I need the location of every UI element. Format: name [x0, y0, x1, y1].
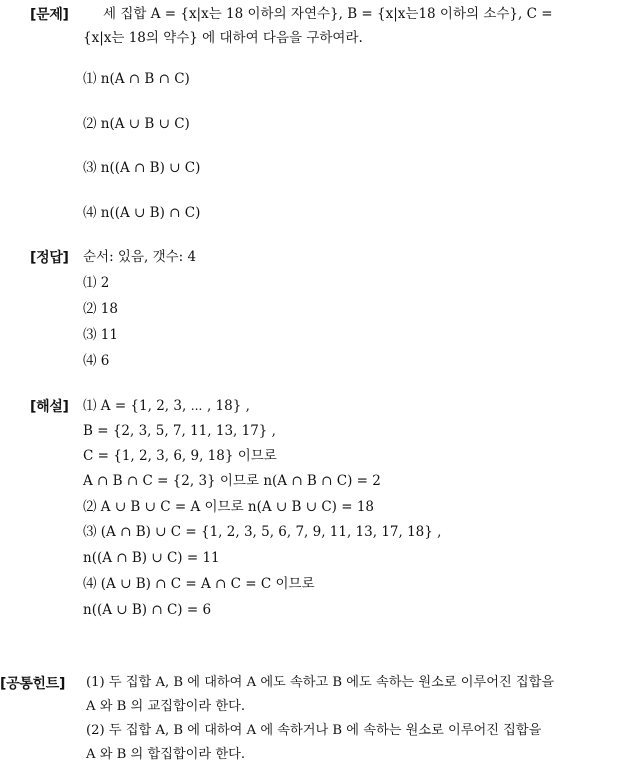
solution-line-9: n((A ∪ B) ∩ C) = 6	[83, 602, 212, 618]
hint-line-4: A 와 B 의 합집합이라 한다.	[86, 747, 246, 762]
hint-line-1: (1) 두 집합 A, B 에 대하여 A 에도 속하고 B 에도 속하는 원소로 이루어진 집합을	[86, 675, 555, 690]
answer-label: [정답]	[30, 250, 69, 266]
solution-line-5: ⑵ A ∪ B ∪ C = A 이므로 n(A ∪ B ∪ C) = 18	[83, 499, 375, 515]
hint-label: [공통힌트]	[0, 676, 66, 692]
solution-label: [해설]	[30, 399, 69, 415]
problem-text-line-1: 세 집합 A = {x|x는 18 이하의 자연수}, B = {x|x는18 이하의 소수}, C =	[103, 6, 553, 22]
answer-item-4: ⑷ 6	[83, 353, 110, 369]
problem-text-line-2: {x|x는 18의 약수} 에 대하여 다음을 구하여라.	[83, 30, 363, 46]
answer-item-1: ⑴ 2	[83, 275, 110, 291]
solution-line-7: n((A ∩ B) ∪ C) = 11	[83, 550, 220, 566]
problem-item-1: ⑴ n(A ∩ B ∩ C)	[83, 71, 190, 87]
problem-item-2: ⑵ n(A ∪ B ∪ C)	[83, 116, 190, 132]
solution-line-6: ⑶ (A ∩ B) ∪ C = {1, 2, 3, 5, 6, 7, 9, 11, 13, 17, 18} ,	[83, 524, 442, 540]
problem-item-4: ⑷ n((A ∪ B) ∩ C)	[83, 205, 201, 221]
solution-line-3: C = {1, 2, 3, 6, 9, 18} 이므로	[83, 448, 277, 464]
hint-line-2: A 와 B 의 교집합이라 한다.	[86, 699, 246, 714]
solution-line-2: B = {2, 3, 5, 7, 11, 13, 17} ,	[83, 423, 276, 439]
answer-item-2: ⑵ 18	[83, 301, 118, 317]
hint-line-3: (2) 두 집합 A, B 에 대하여 A 에 속하거나 B 에 속하는 원소로 이루어진 집합을	[86, 723, 542, 738]
answer-item-3: ⑶ 11	[83, 327, 118, 343]
solution-line-8: ⑷ (A ∪ B) ∩ C = A ∩ C = C 이므로	[83, 576, 315, 592]
solution-line-1: ⑴ A = {1, 2, 3, ⋯ , 18} ,	[83, 398, 250, 414]
problem-item-3: ⑶ n((A ∩ B) ∪ C)	[83, 160, 201, 176]
answer-meta: 순서: 있음, 갯수: 4	[83, 249, 197, 265]
problem-label: [문제]	[30, 7, 69, 23]
solution-line-4: A ∩ B ∩ C = {2, 3} 이므로 n(A ∩ B ∩ C) = 2	[83, 473, 381, 489]
